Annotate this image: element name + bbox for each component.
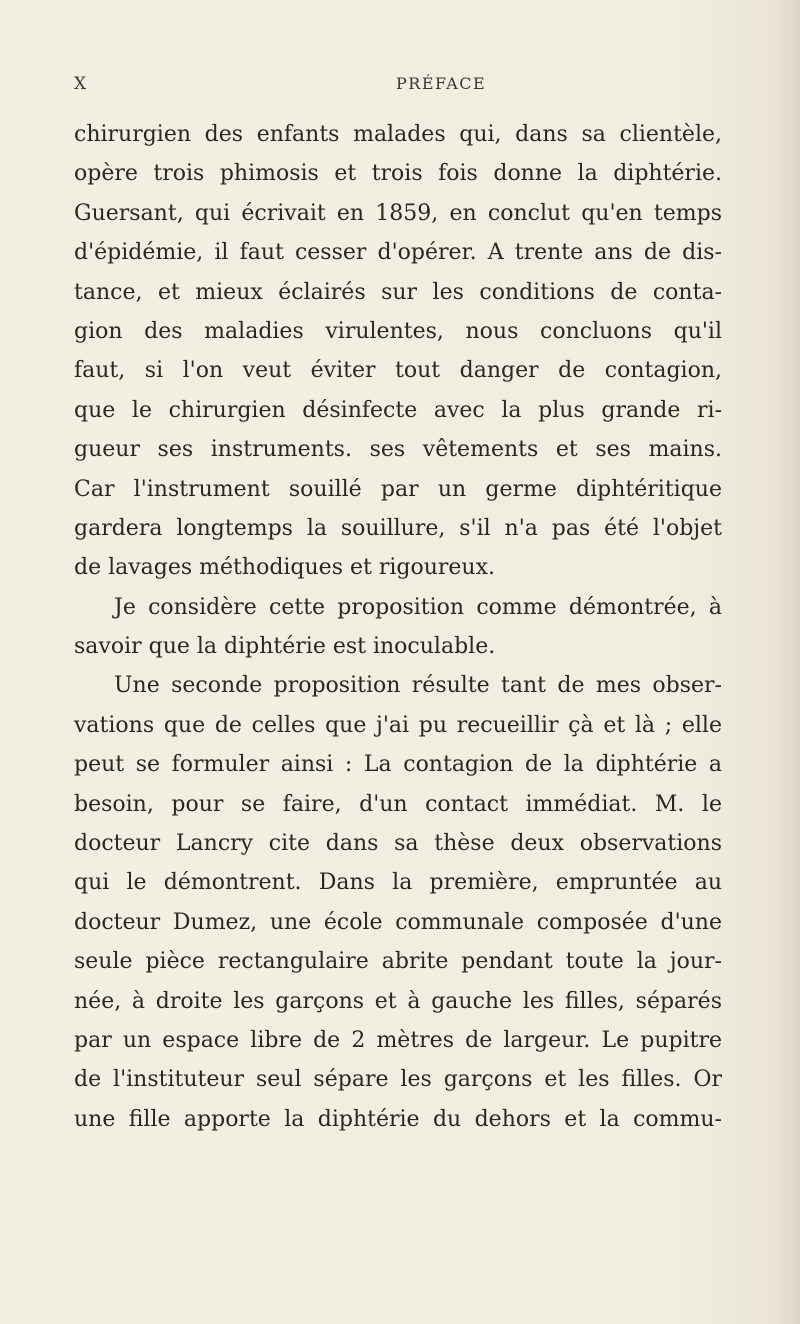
text-line: Guersant, qui écrivait en 1859, en conclut qu'en temps [74, 200, 722, 226]
text-line: docteur Dumez, une école communale composée d'une [74, 909, 722, 935]
text-line: savoir que la diphtérie est inoculable. [74, 634, 496, 660]
text-line: que le chirurgien désinfecte avec la plus grande ri- [74, 397, 722, 423]
text-line: gueur ses instruments. ses vêtements et ses mains. [74, 437, 722, 463]
page-number: X [74, 74, 88, 94]
text-line: Une seconde proposition résulte tant de mes obser- [114, 673, 722, 699]
text-line: faut, si l'on veut éviter tout danger de contagion, [74, 358, 722, 384]
running-title: PRÉFACE [396, 74, 487, 93]
text-line: seule pièce rectangulaire abrite pendant toute la jour- [74, 949, 722, 975]
text-line: besoin, pour se faire, d'un contact immédiat. M. le [74, 791, 722, 817]
text-line: Car l'instrument souillé par un germe diphtéritique [74, 476, 722, 502]
text-line: d'épidémie, il faut cesser d'opérer. A trente ans de dis- [74, 240, 722, 266]
text-line: une fille apporte la diphtérie du dehors et la commu- [74, 1106, 722, 1132]
body-text [74, 115, 722, 1139]
text-line: tance, et mieux éclairés sur les conditions de conta- [74, 279, 722, 305]
running-head [74, 74, 674, 102]
text-line: peut se formuler ainsi : La contagion de la diphtérie a [74, 752, 722, 778]
text-line: de lavages méthodiques et rigoureux. [74, 555, 495, 581]
text-line: Je considère cette proposition comme démontrée, à [114, 594, 722, 620]
text-line: chirurgien des enfants malades qui, dans sa clientèle, [74, 122, 722, 147]
text-line: qui le démontrent. Dans la première, empruntée au [74, 870, 722, 896]
text-line: vations que de celles que j'ai pu recueillir çà et là ; elle [74, 712, 722, 738]
text-line: par un espace libre de 2 mètres de largeur. Le pupitre [74, 1027, 722, 1053]
text-line: docteur Lancry cite dans sa thèse deux observations [74, 831, 722, 857]
text-line: gion des maladies virulentes, nous concluons qu'il [74, 318, 722, 344]
text-line: opère trois phimosis et trois fois donne la diphtérie. [74, 161, 722, 187]
text-line: de l'instituteur seul sépare les garçons et les filles. Or [74, 1067, 722, 1093]
text-line: née, à droite les garçons et à gauche les filles, séparés [74, 988, 722, 1014]
text-line: gardera longtemps la souillure, s'il n'a pas été l'objet [74, 515, 722, 541]
